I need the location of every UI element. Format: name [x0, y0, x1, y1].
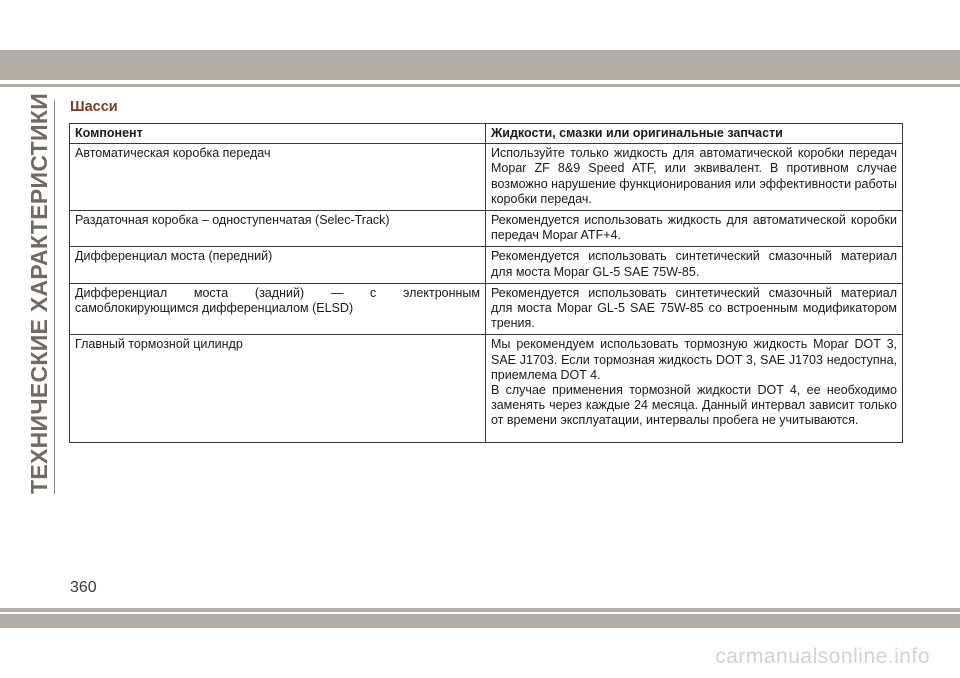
header-band	[0, 50, 960, 80]
footer-band	[0, 614, 960, 628]
table-row	[70, 335, 903, 442]
component-cell: Раздаточная коробка – одноступенчатая (Selec-Track)	[70, 211, 486, 247]
fluid-cell: Рекомендуется использовать жидкость для автоматической коробки передач Mopar ATF+4.	[486, 211, 903, 247]
component-cell: Главный тормозной цилиндр	[70, 335, 486, 442]
table-header-row	[70, 124, 903, 144]
watermark: carmanualsonline.info	[715, 645, 930, 668]
page-number: 360	[70, 579, 97, 596]
fluid-text: Мы рекомендуем использовать тормозную жидкость Mopar DOT 3, SAE J1703. Если тормозная жидкость DOT 3, SAE J1703 недоступна, приемлема DOT 4.	[491, 337, 897, 382]
column-header-component: Компонент	[70, 124, 486, 144]
fluid-cell: Рекомендуется использовать синтетический смазочный материал для моста Mopar GL-5 SAE 75W-85 со встроенным модификатором трения.	[486, 283, 903, 335]
footer-rule	[0, 608, 960, 612]
component-cell: Автоматическая коробка передач	[70, 144, 486, 211]
fluid-note: В случае применения тормозной жидкости DOT 4, ее необходимо заменять через каждые 24 месяца. Данный интервал зависит только от времени эксплуатации, интервалы пробега не учитываются.	[491, 383, 897, 428]
column-header-fluids: Жидкости, смазки или оригинальные запчасти	[486, 124, 903, 144]
chapter-side-title: ТЕХНИЧЕСКИЕ ХАРАКТЕРИСТИКИ	[26, 92, 52, 494]
table-row	[70, 247, 903, 283]
table-row	[70, 283, 903, 335]
header-rule	[0, 84, 960, 87]
chapter-side-rule	[54, 100, 55, 494]
fluid-cell: Рекомендуется использовать синтетический смазочный материал для моста Mopar GL-5 SAE 75W-85.	[486, 247, 903, 283]
component-cell: Дифференциал моста (задний) — с электронным самоблокирующимся дифференциалом (ELSD)	[70, 283, 486, 335]
fluids-table	[69, 123, 903, 443]
table-row	[70, 144, 903, 211]
fluid-cell	[486, 335, 903, 442]
fluid-cell: Используйте только жидкость для автоматической коробки передач Mopar ZF 8&9 Speed ATF, или эквивалент. В противном случае возможно нарушение функционирования или эффективности работы коробки передач.	[486, 144, 903, 211]
table-row	[70, 211, 903, 247]
component-cell: Дифференциал моста (передний)	[70, 247, 486, 283]
section-title: Шасси	[70, 99, 118, 115]
